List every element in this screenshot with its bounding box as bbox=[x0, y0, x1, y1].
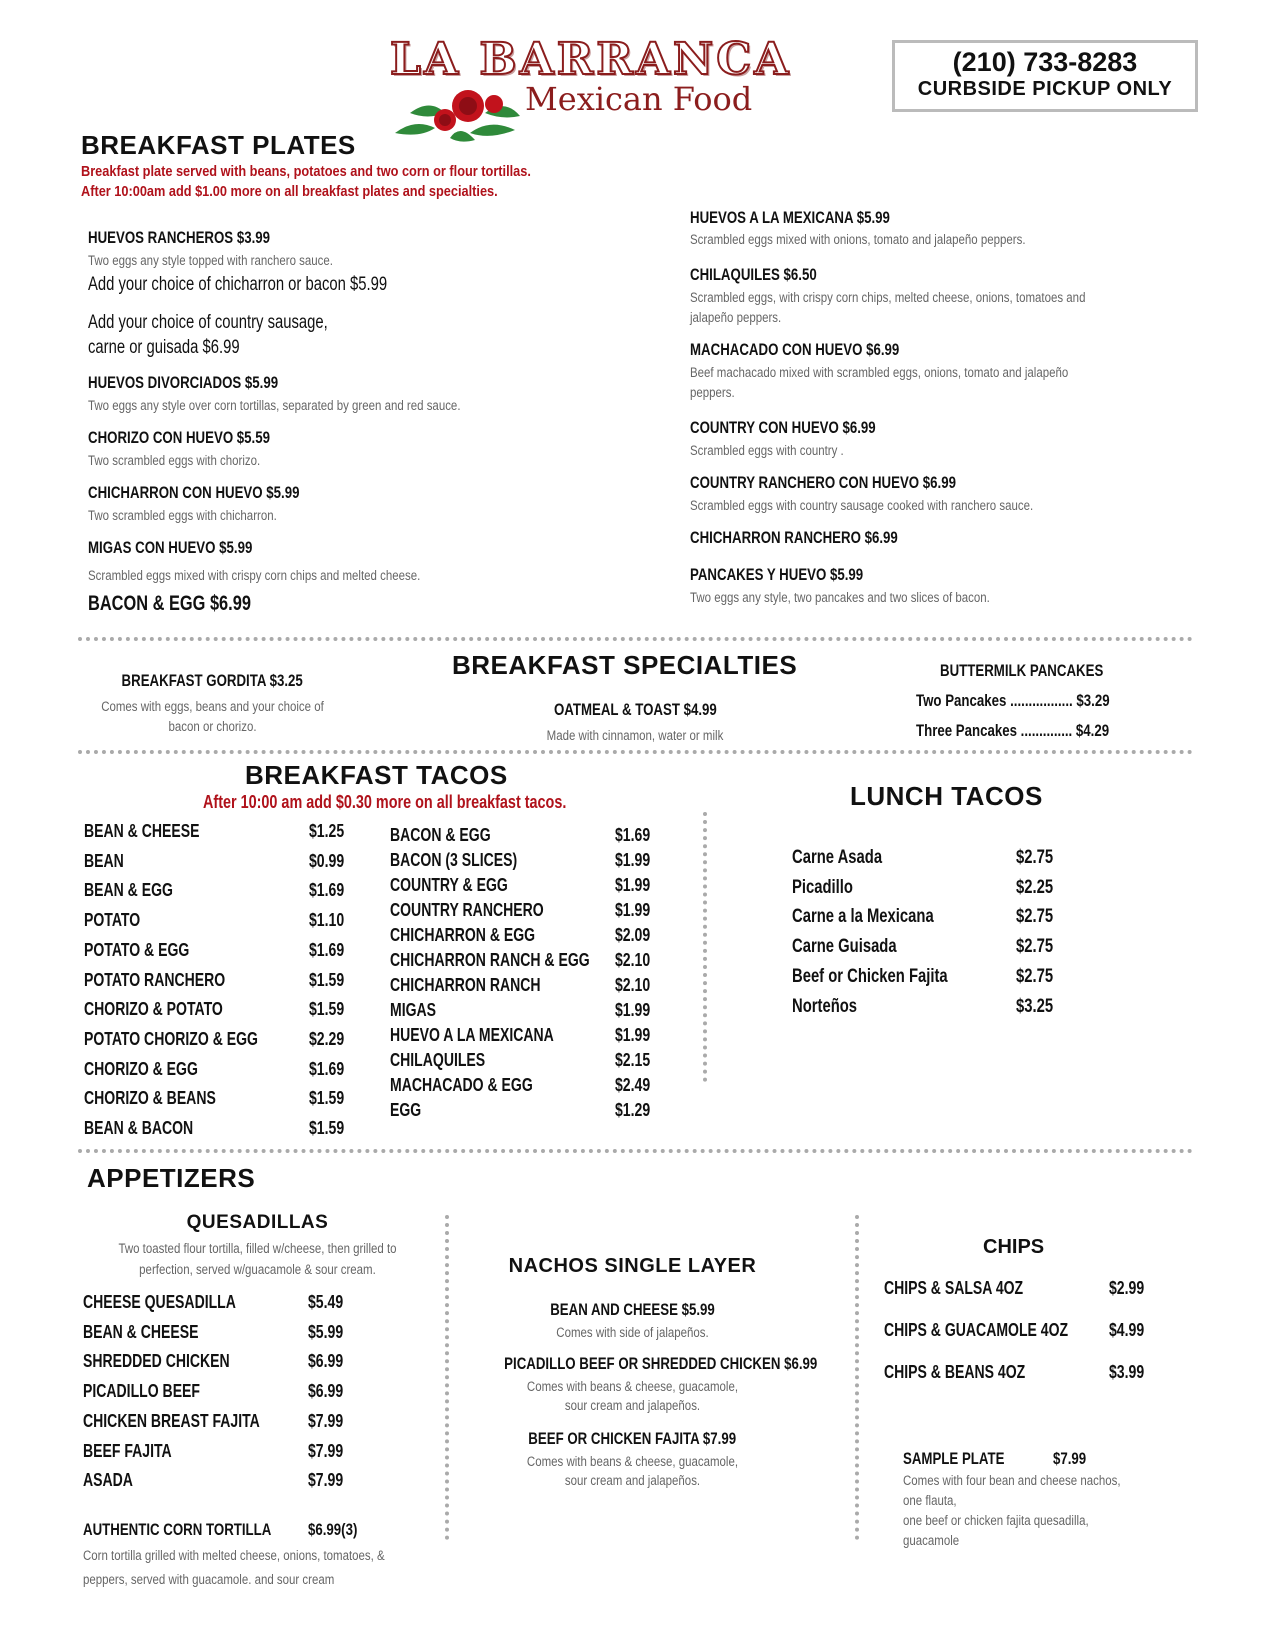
plate-name: CHILAQUILES $6.50 bbox=[690, 265, 817, 284]
sample-plate-desc: one flauta, bbox=[903, 1493, 957, 1508]
item-price: $1.10 bbox=[309, 910, 345, 931]
item-price: $2.75 bbox=[1016, 847, 1054, 868]
gordita-name: BREAKFAST GORDITA $3.25 bbox=[121, 671, 304, 690]
plate-desc: peppers. bbox=[690, 385, 735, 400]
item-name: CHICHARRON RANCH & EGG bbox=[390, 950, 590, 970]
item-name: MACHACADO & EGG bbox=[390, 1075, 533, 1095]
plate-desc: Two scrambled eggs with chorizo. bbox=[88, 453, 261, 468]
item-price: $0.99 bbox=[309, 850, 345, 871]
gordita-block bbox=[80, 671, 345, 734]
corn-tortilla-desc: peppers, served with guacamole. and sour cream bbox=[83, 1572, 335, 1587]
item-price: $2.75 bbox=[1016, 936, 1054, 958]
item-name: CHIPS & SALSA 4OZ bbox=[884, 1278, 1024, 1298]
nachos-item-name: PICADILLO BEEF OR SHREDDED CHICKEN $6.99 bbox=[504, 1354, 818, 1373]
item-name: POTATO & EGG bbox=[84, 939, 190, 960]
corn-tortilla-name: AUTHENTIC CORN TORTILLA bbox=[83, 1520, 272, 1539]
plate-name: COUNTRY CON HUEVO $6.99 bbox=[690, 418, 876, 437]
pancakes-two: Two Pancakes ................. $3.29 bbox=[916, 691, 1110, 710]
plate-desc: Beef machacado mixed with scrambled eggs, onions, tomato and jalapeño bbox=[690, 365, 1069, 380]
item-price: $1.59 bbox=[309, 969, 345, 990]
pancakes-three: Three Pancakes .............. $4.29 bbox=[916, 721, 1110, 740]
nachos-item-desc: Comes with beans & cheese, guacamole, bbox=[526, 1454, 739, 1469]
item-price: $2.10 bbox=[615, 975, 651, 995]
plate-addon: carne or guisada $6.99 bbox=[88, 337, 240, 358]
item-name: POTATO RANCHERO bbox=[84, 969, 226, 990]
pickup-note: CURBSIDE PICKUP ONLY bbox=[917, 78, 1173, 100]
item-name: CHICHARRON & EGG bbox=[390, 925, 536, 945]
brand-name: LA BARRANCA bbox=[390, 34, 792, 85]
plate-desc: jalapeño peppers. bbox=[690, 310, 782, 325]
item-name: CHORIZO & POTATO bbox=[84, 999, 223, 1020]
oatmeal-block bbox=[500, 700, 770, 743]
item-price: $2.15 bbox=[615, 1050, 651, 1070]
item-price: $1.69 bbox=[309, 1058, 345, 1079]
brand-subtitle: Mexican Food bbox=[525, 80, 753, 118]
quesadillas-title: QUESADILLAS bbox=[186, 1212, 329, 1233]
oatmeal-name: OATMEAL & TOAST $4.99 bbox=[553, 700, 717, 719]
item-price: $2.75 bbox=[1016, 965, 1054, 987]
nachos-item-desc: Comes with beans & cheese, guacamole, bbox=[526, 1379, 739, 1394]
breakfast-plates-note-2: After 10:00am add $1.00 more on all breakfast plates and specialties. bbox=[81, 183, 498, 200]
item-price: $1.59 bbox=[309, 1088, 345, 1109]
plate-name: HUEVOS A LA MEXICANA $5.99 bbox=[690, 208, 890, 227]
item-name: BEAN & EGG bbox=[84, 880, 173, 901]
item-price: $2.25 bbox=[1016, 876, 1054, 898]
item-price: $1.99 bbox=[615, 850, 651, 870]
appetizers-title: APPETIZERS bbox=[87, 1163, 256, 1193]
oatmeal-desc: Made with cinnamon, water or milk bbox=[546, 728, 724, 743]
item-price: $2.99 bbox=[1109, 1278, 1145, 1298]
logo bbox=[390, 34, 792, 144]
plate-addon: Add your choice of country sausage, bbox=[88, 312, 328, 333]
gordita-desc: bacon or chorizo. bbox=[168, 719, 257, 734]
item-name: CHORIZO & BEANS bbox=[84, 1088, 216, 1109]
item-name: EGG bbox=[390, 1100, 422, 1120]
plate-name: MACHACADO CON HUEVO $6.99 bbox=[690, 340, 900, 359]
item-name: MIGAS bbox=[390, 1000, 437, 1020]
plate-desc: Scrambled eggs with country sausage cooked with ranchero sauce. bbox=[690, 498, 1034, 513]
item-price: $1.99 bbox=[615, 900, 651, 920]
item-name: POTATO bbox=[84, 910, 141, 931]
nachos-title: NACHOS SINGLE LAYER bbox=[508, 1255, 757, 1277]
item-price: $7.99 bbox=[308, 1440, 344, 1461]
item-name: BEAN & BACON bbox=[84, 1118, 194, 1138]
corn-tortilla-desc: Corn tortilla grilled with melted cheese, onions, tomatoes, & bbox=[83, 1548, 385, 1563]
item-price: $7.99 bbox=[308, 1470, 344, 1491]
plate-desc: Scrambled eggs mixed with crispy corn chips and melted cheese. bbox=[88, 568, 421, 583]
sample-plate-name: SAMPLE PLATE bbox=[903, 1449, 1005, 1468]
divider bbox=[78, 1149, 1193, 1153]
plate-name: CHORIZO CON HUEVO $5.59 bbox=[88, 428, 270, 447]
item-price: $1.69 bbox=[309, 939, 345, 960]
lunch-tacos-title: LUNCH TACOS bbox=[850, 781, 1043, 811]
item-name: CHICHARRON RANCH bbox=[390, 975, 541, 995]
quesadillas-desc: perfection, served w/guacamole & sour cream. bbox=[139, 1262, 376, 1277]
item-name: HUEVO A LA MEXICANA bbox=[390, 1025, 554, 1045]
item-name: BACON (3 SLICES) bbox=[390, 850, 518, 870]
item-name: CHIPS & GUACAMOLE 4OZ bbox=[884, 1320, 1069, 1340]
plate-name: HUEVOS RANCHEROS $3.99 bbox=[88, 228, 271, 247]
plate-desc: Two scrambled eggs with chicharron. bbox=[88, 508, 277, 523]
item-price: $1.25 bbox=[309, 821, 345, 841]
breakfast-plates-note-1: Breakfast plate served with beans, potatoes and two corn or flour tortillas. bbox=[81, 163, 531, 180]
item-price: $5.99 bbox=[308, 1321, 344, 1342]
sample-plate-desc: one beef or chicken fajita quesadilla, bbox=[903, 1513, 1089, 1528]
item-name: CHILAQUILES bbox=[390, 1050, 486, 1070]
item-price: $2.49 bbox=[615, 1075, 651, 1095]
item-name: POTATO CHORIZO & EGG bbox=[84, 1028, 258, 1049]
breakfast-tacos-note: After 10:00 am add $0.30 more on all breakfast tacos. bbox=[203, 792, 567, 812]
item-name: Carne Guisada bbox=[792, 936, 897, 958]
chips-title: CHIPS bbox=[983, 1236, 1045, 1258]
contact-box bbox=[892, 40, 1198, 112]
divider bbox=[703, 812, 707, 1082]
breakfast-plates-title: BREAKFAST PLATES bbox=[81, 130, 356, 160]
item-name: BEAN & CHEESE bbox=[84, 821, 200, 841]
item-price: $4.99 bbox=[1109, 1320, 1145, 1340]
divider bbox=[78, 637, 1193, 641]
plate-name: CHICHARRON CON HUEVO $5.99 bbox=[88, 483, 300, 502]
phone-number: (210) 733-8283 bbox=[952, 47, 1138, 77]
item-price: $3.99 bbox=[1109, 1362, 1145, 1382]
item-name: SHREDDED CHICKEN bbox=[83, 1351, 230, 1372]
item-name: PICADILLO BEEF bbox=[83, 1381, 201, 1402]
item-name: Carne a la Mexicana bbox=[792, 906, 934, 928]
item-name: CHORIZO & EGG bbox=[84, 1058, 198, 1079]
item-price: $2.10 bbox=[615, 950, 651, 970]
item-name: Picadillo bbox=[792, 876, 853, 898]
quesadillas-desc: Two toasted flour tortilla, filled w/cheese, then grilled to bbox=[118, 1241, 397, 1256]
plate-name: BACON & EGG $6.99 bbox=[88, 592, 251, 615]
item-name: BACON & EGG bbox=[390, 825, 491, 845]
item-price: $2.29 bbox=[309, 1028, 345, 1049]
item-price: $1.99 bbox=[615, 1000, 651, 1020]
nachos-item-desc: Comes with side of jalapeños. bbox=[556, 1325, 709, 1340]
sample-plate-desc: guacamole bbox=[903, 1533, 960, 1548]
item-price: $1.59 bbox=[309, 1118, 345, 1138]
plate-desc: Two eggs any style topped with ranchero sauce. bbox=[88, 253, 333, 268]
roses-icon bbox=[390, 78, 530, 148]
item-name: CHEESE QUESADILLA bbox=[83, 1292, 236, 1312]
item-name: BEAN & CHEESE bbox=[83, 1321, 199, 1342]
corn-tortilla-price: $6.99(3) bbox=[308, 1520, 358, 1539]
pancakes-title: BUTTERMILK PANCAKES bbox=[940, 661, 1104, 680]
nachos-item-name: BEEF OR CHICKEN FAJITA $7.99 bbox=[528, 1429, 737, 1448]
item-name: CHIPS & BEANS 4OZ bbox=[884, 1362, 1026, 1382]
item-price: $1.29 bbox=[615, 1100, 651, 1120]
specialties-title: BREAKFAST SPECIALTIES bbox=[452, 650, 798, 680]
item-price: $5.49 bbox=[308, 1292, 344, 1312]
item-price: $2.75 bbox=[1016, 906, 1054, 928]
plate-desc: Scrambled eggs, with crispy corn chips, melted cheese, onions, tomatoes and bbox=[690, 290, 1086, 305]
plate-addon: Add your choice of chicharron or bacon $5.99 bbox=[88, 274, 388, 295]
breakfast-tacos-title: BREAKFAST TACOS bbox=[245, 760, 508, 790]
item-name: ASADA bbox=[83, 1470, 133, 1491]
plate-desc: Two eggs any style, two pancakes and two slices of bacon. bbox=[690, 590, 990, 605]
quesadillas-header bbox=[80, 1212, 435, 1277]
divider bbox=[445, 1215, 449, 1540]
plate-name: CHICHARRON RANCHERO $6.99 bbox=[690, 528, 898, 547]
sample-plate-price: $7.99 bbox=[1053, 1449, 1087, 1468]
item-price: $6.99 bbox=[308, 1351, 344, 1372]
item-name: Beef or Chicken Fajita bbox=[792, 965, 948, 987]
divider bbox=[855, 1215, 859, 1540]
item-price: $3.25 bbox=[1016, 995, 1054, 1017]
item-price: $6.99 bbox=[308, 1381, 344, 1402]
plate-name: COUNTRY RANCHERO CON HUEVO $6.99 bbox=[690, 473, 956, 492]
nachos-item-desc: sour cream and jalapeños. bbox=[564, 1473, 701, 1488]
nachos-section bbox=[460, 1255, 818, 1488]
divider bbox=[78, 750, 1193, 754]
sample-plate-desc: Comes with four bean and cheese nachos, bbox=[903, 1473, 1121, 1488]
item-price: $2.09 bbox=[615, 925, 651, 945]
item-name: BEAN bbox=[84, 850, 124, 871]
item-price: $1.99 bbox=[615, 875, 651, 895]
item-price: $1.99 bbox=[615, 1025, 651, 1045]
plate-name: PANCAKES Y HUEVO $5.99 bbox=[690, 565, 864, 584]
plate-name: MIGAS CON HUEVO $5.99 bbox=[88, 538, 253, 557]
nachos-item-desc: sour cream and jalapeños. bbox=[564, 1398, 701, 1413]
item-name: COUNTRY & EGG bbox=[390, 875, 508, 895]
item-price: $7.99 bbox=[308, 1410, 344, 1431]
item-name: BEEF FAJITA bbox=[83, 1440, 172, 1461]
item-name: CHICKEN BREAST FAJITA bbox=[83, 1410, 260, 1431]
plate-desc: Scrambled eggs with country . bbox=[690, 443, 844, 458]
gordita-desc: Comes with eggs, beans and your choice of bbox=[101, 699, 324, 714]
plate-name: HUEVOS DIVORCIADOS $5.99 bbox=[88, 373, 279, 392]
item-name: COUNTRY RANCHERO bbox=[390, 900, 544, 920]
nachos-item-name: BEAN AND CHEESE $5.99 bbox=[550, 1300, 715, 1319]
item-price: $1.59 bbox=[309, 999, 345, 1020]
item-name: Norteños bbox=[792, 995, 858, 1017]
item-name: Carne Asada bbox=[792, 847, 883, 868]
item-price: $1.69 bbox=[309, 880, 345, 901]
plate-desc: Scrambled eggs mixed with onions, tomato and jalapeño peppers. bbox=[690, 232, 1026, 247]
plate-desc: Two eggs any style over corn tortillas, separated by green and red sauce. bbox=[88, 398, 461, 413]
item-price: $1.69 bbox=[615, 825, 651, 845]
